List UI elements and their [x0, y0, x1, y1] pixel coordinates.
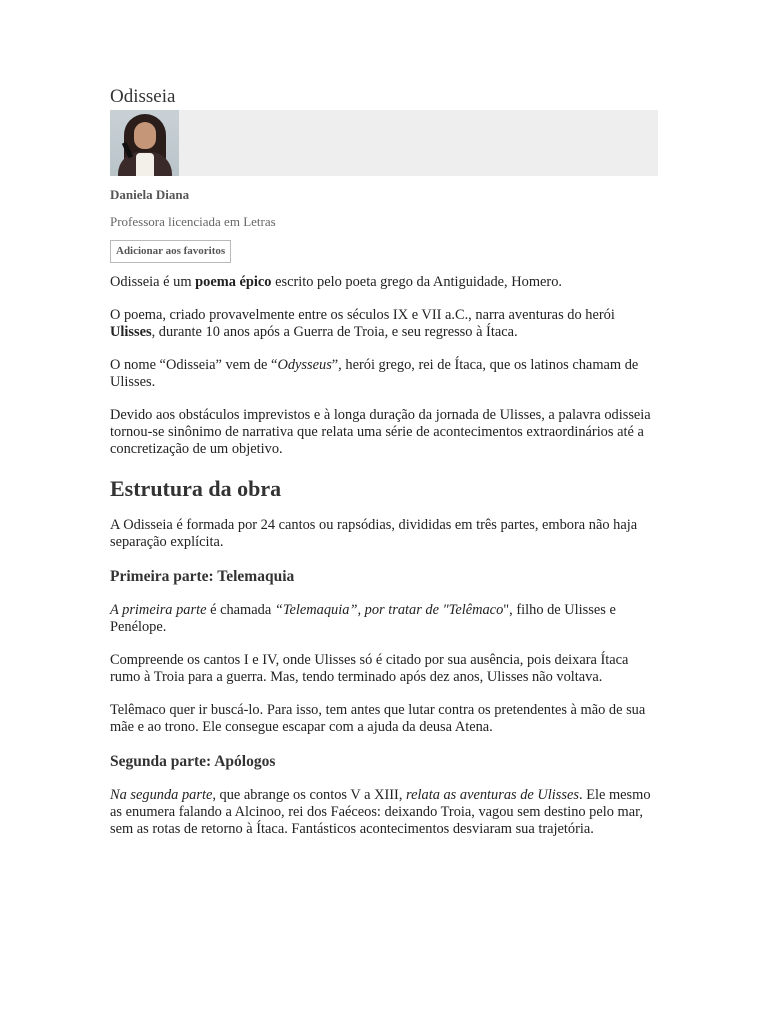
author-banner-bar: [179, 110, 658, 176]
article: [110, 84, 658, 838]
avatar: [110, 110, 179, 176]
paragraph: O poema, criado provavelmente entre os séculos IX e VII a.C., narra aventuras do herói Ulisses, durante 10 anos após a Guerra de Troia, e seu regresso à Ítaca.: [110, 307, 615, 340]
author-name[interactable]: Daniela Diana: [110, 187, 190, 202]
subsection-heading: Segunda parte: Apólogos: [110, 753, 276, 770]
author-role: Professora licenciada em Letras: [110, 214, 276, 229]
author-banner: [110, 110, 658, 176]
section-heading: Estrutura da obra: [110, 476, 282, 501]
paragraph: A Odisseia é formada por 24 cantos ou rapsódias, divididas em três partes, embora não haja separação explícita.: [110, 517, 638, 550]
add-to-favorites-button[interactable]: Adicionar aos favoritos: [110, 240, 231, 263]
paragraph: Compreende os cantos I e IV, onde Ulisses só é citado por sua ausência, pois deixara Ítaca rumo à Troia para a guerra. Mas, tendo terminado após dez anos, Ulisses não voltava.: [110, 652, 629, 685]
page-title: Odisseia: [110, 86, 176, 107]
paragraph: A primeira parte é chamada “Telemaquia”, por tratar de "Telêmaco", filho de Ulisses e Penélope.: [110, 602, 616, 635]
paragraph: O nome “Odisseia” vem de “Odysseus”, herói grego, rei de Ítaca, que os latinos chamam de Ulisses.: [110, 357, 639, 390]
paragraph: Na segunda parte, que abrange os contos V a XIII, relata as aventuras de Ulisses. Ele mesmo as enumera falando a Alcinoo, rei dos Faéceos: deixando Troia, vagou sem destino pelo mar, sem as rotas de retorno à Ítaca. Fantásticos acontecimentos desviaram sua trajetória.: [110, 787, 651, 837]
paragraph: Telêmaco quer ir buscá-lo. Para isso, tem antes que lutar contra os pretendentes à mão de sua mãe e ao trono. Ele consegue escapar com a ajuda da deusa Atena.: [110, 702, 646, 735]
paragraph: Devido aos obstáculos imprevistos e à longa duração da jornada de Ulisses, a palavra odisseia tornou-se sinônimo de narrativa que relata uma série de acontecimentos extraordinários até a concretização de um objetivo.: [110, 407, 651, 457]
paragraph: Odisseia é um poema épico escrito pelo poeta grego da Antiguidade, Homero.: [110, 274, 563, 290]
subsection-heading: Primeira parte: Telemaquia: [110, 568, 295, 585]
